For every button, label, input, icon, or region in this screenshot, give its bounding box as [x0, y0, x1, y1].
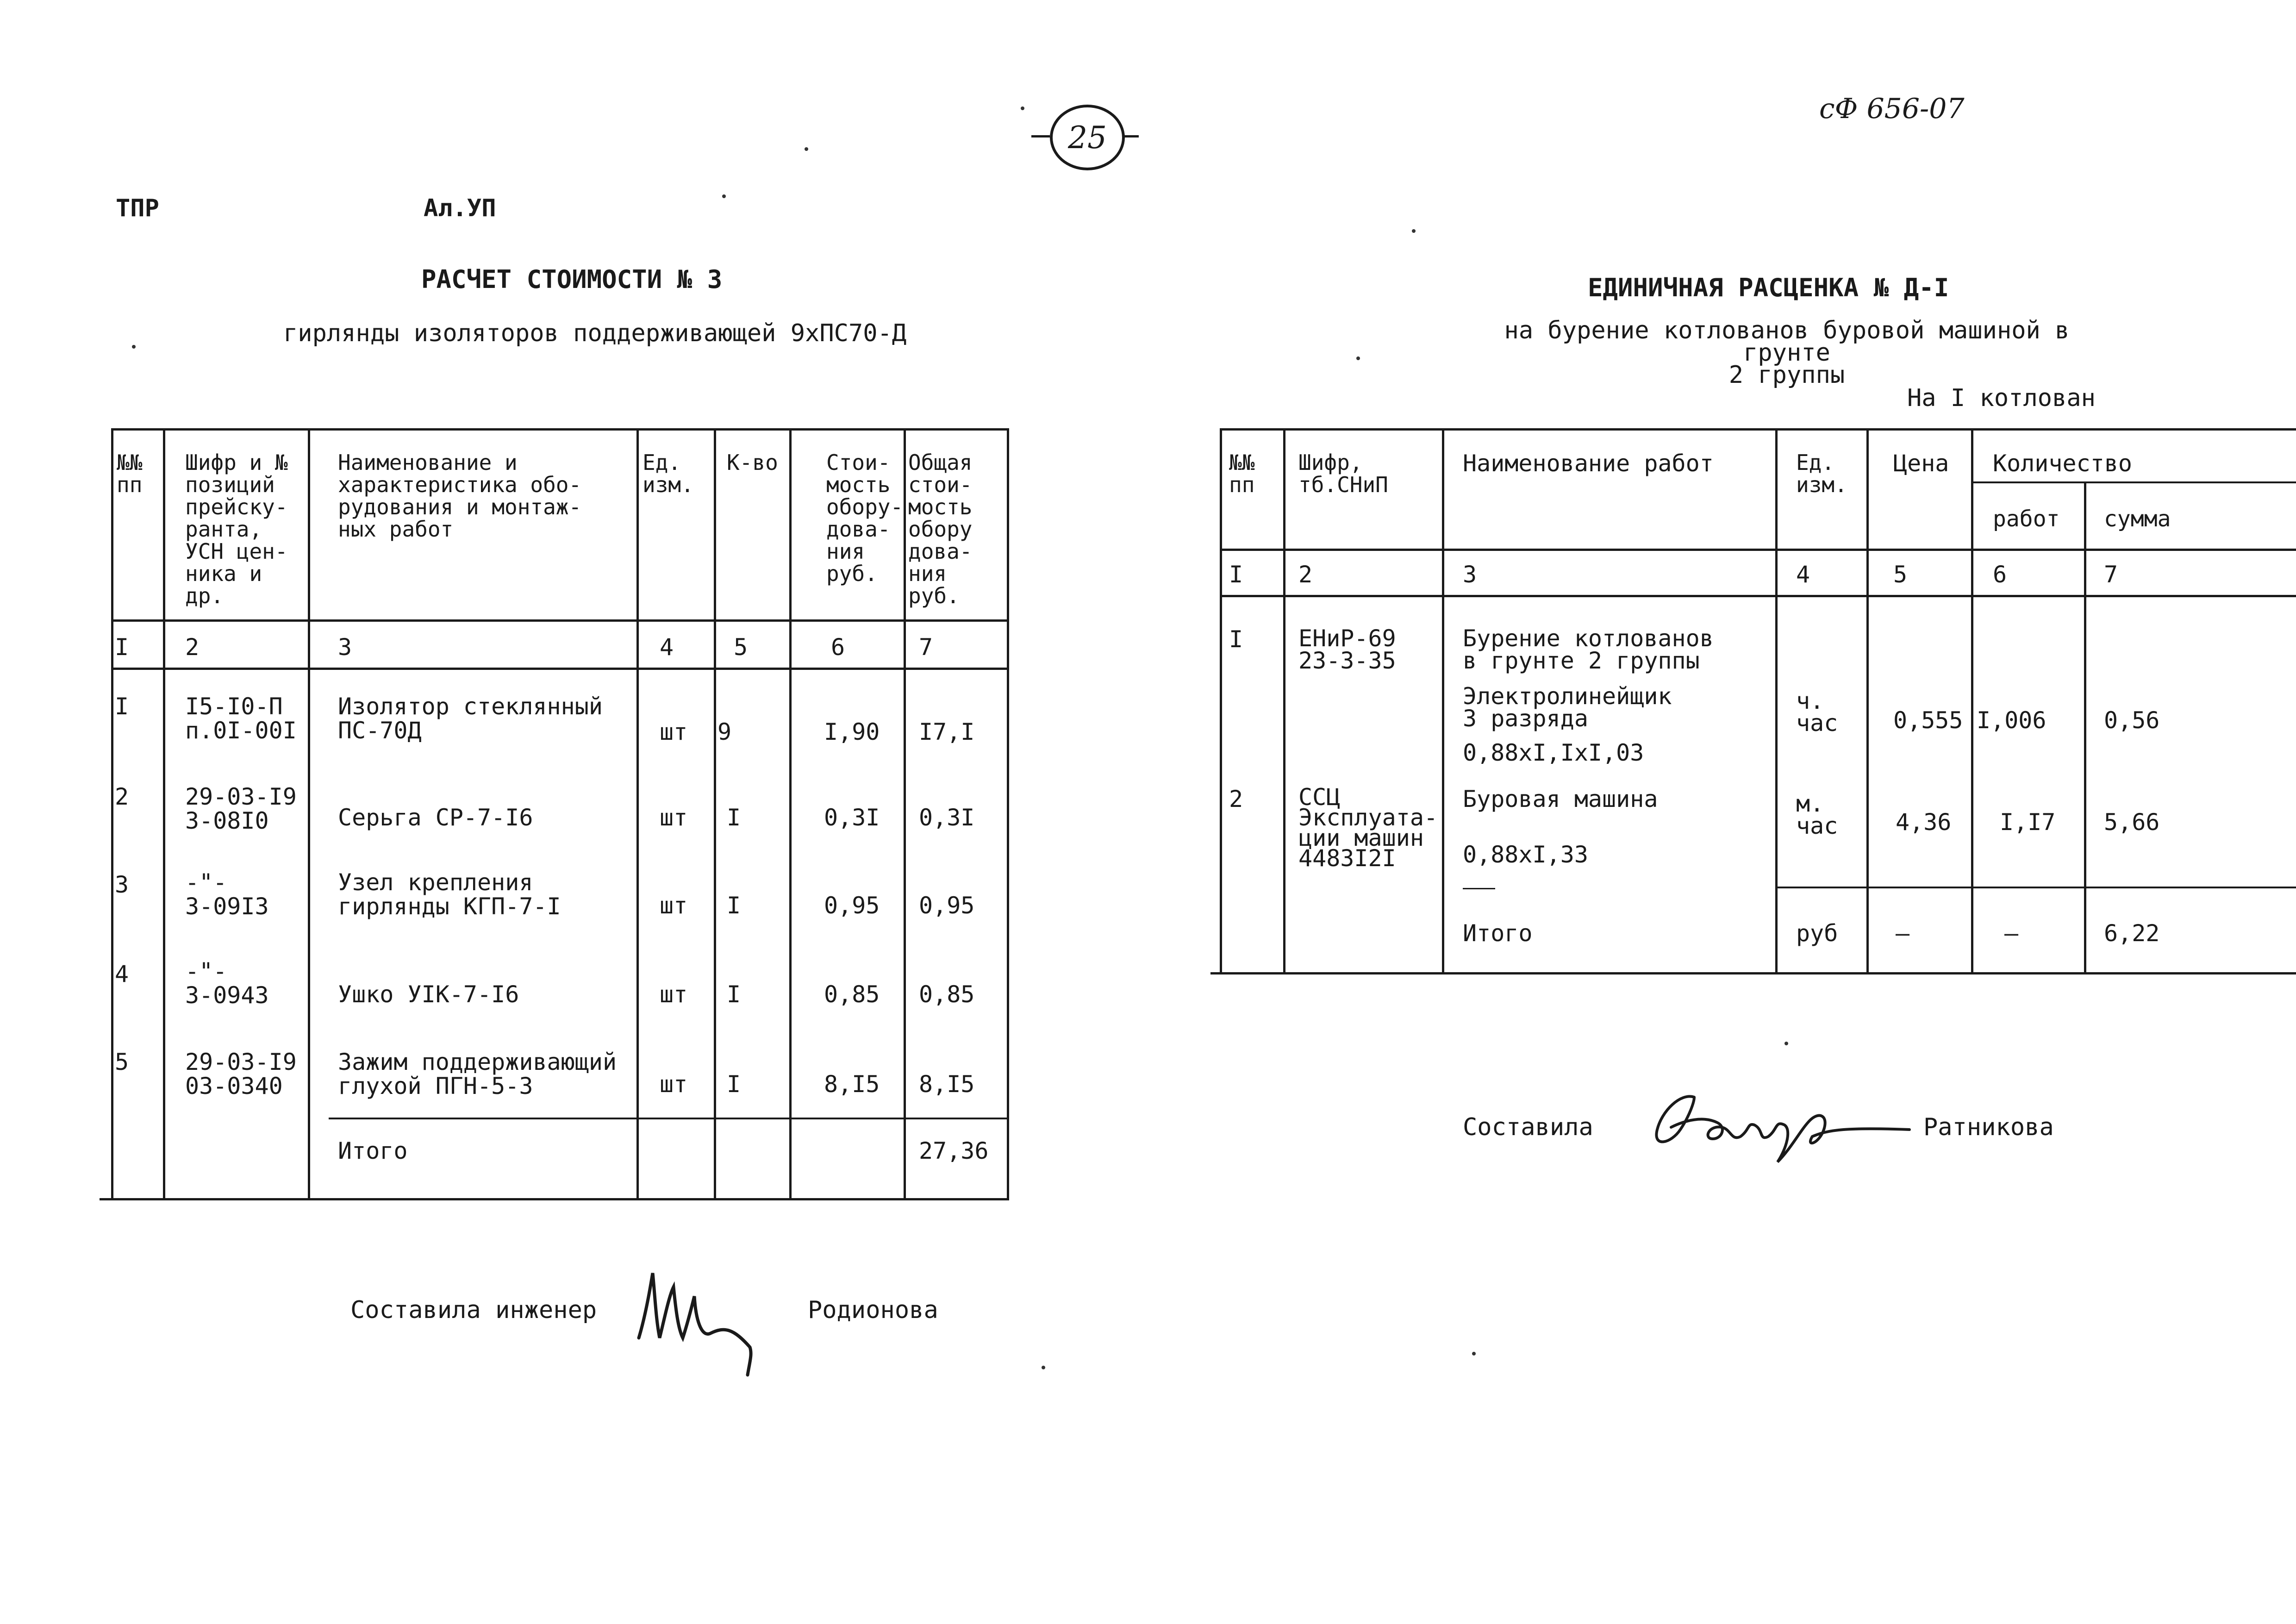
rt-r2-name-c: 0,88хI,33: [1463, 841, 1588, 868]
rt-r1-code: ЕНиР-69 23-3-35: [1298, 625, 1396, 674]
rt-r2-sum: 5,66: [2104, 809, 2160, 836]
left-label: ТПР: [116, 194, 159, 222]
lt-r3-code: -"- 3-09I3: [185, 869, 269, 920]
lt-colnum-bottom: [111, 668, 1009, 670]
speck: [722, 194, 726, 198]
rt-r1-name-c: 0,88хI,IхI,03: [1463, 739, 1644, 766]
speck: [132, 345, 136, 349]
rt-colnum-6: 6: [1993, 561, 2007, 588]
lt-colnum-2: 2: [185, 634, 200, 661]
rt-total-work: –: [2004, 920, 2019, 947]
rt-colnum-2: 2: [1298, 561, 1313, 588]
rt-vline-4: [1866, 428, 1869, 974]
lt-colnum-7: 7: [919, 634, 933, 661]
lt-r5-total: 8,I5: [919, 1071, 975, 1098]
rt-r1-name-b: Электролинейщик 3 разряда: [1463, 683, 1672, 732]
lt-head-code: Шифр и № позиций прейску- ранта, УСН цен- ника и др.: [185, 450, 288, 608]
document-code: сФ 656-07: [1819, 93, 1965, 125]
lt-r1-name: Изолятор стеклянный ПС-70Д: [338, 693, 603, 744]
left-subtitle: гирлянды изоляторов поддерживающей 9хПС70-Д: [283, 319, 907, 347]
rt-r2-unit: м. час: [1796, 790, 1838, 839]
rt-vline-3: [1775, 428, 1778, 974]
speck: [1784, 1042, 1788, 1045]
rt-total-unit: руб: [1796, 920, 1838, 947]
speck: [1356, 356, 1360, 360]
lt-r3-price: 0,95: [824, 892, 880, 919]
lt-r5-unit: шт: [660, 1071, 688, 1098]
lt-r1-code: I5-I0-П п.0I-00I: [185, 693, 297, 744]
lt-vline-1: [163, 428, 165, 1200]
lt-head-unit: Ед. изм.: [643, 450, 694, 497]
rt-bottom-border: [1210, 972, 2296, 974]
speck: [805, 147, 808, 151]
rt-head-name: Наименование работ: [1463, 450, 1714, 477]
lt-r2-num: 2: [115, 783, 129, 810]
lt-r4-name: Ушко УIК-7-I6: [338, 981, 519, 1008]
rt-head-work: работ: [1993, 506, 2060, 532]
rt-colnum-1: I: [1229, 561, 1243, 588]
lt-total-value: 27,36: [919, 1137, 989, 1164]
lt-vline-2: [308, 428, 310, 1200]
right-signature-name: Ратникова: [1923, 1113, 2054, 1141]
rt-colnum-5: 5: [1893, 561, 1908, 588]
lt-r3-num: 3: [115, 871, 129, 898]
lt-r4-code: -"- 3-0943: [185, 958, 269, 1009]
lt-colnum-3: 3: [338, 634, 352, 661]
lt-top-border: [111, 428, 1009, 431]
lt-colnum-1: I: [115, 634, 129, 661]
speck: [1472, 1352, 1476, 1355]
rt-total-price: –: [1896, 920, 1910, 947]
lt-vline-4: [714, 428, 716, 1200]
lt-r2-price: 0,3I: [824, 804, 880, 831]
rt-head-unit: Ед. изм.: [1796, 450, 1847, 497]
page-number-badge: [1050, 105, 1125, 170]
rt-vline-2: [1442, 428, 1444, 974]
lt-r5-price: 8,I5: [824, 1071, 880, 1098]
lt-colnum-6: 6: [831, 634, 845, 661]
lt-r3-qty: I: [727, 892, 741, 919]
rt-head-price: Цена: [1893, 450, 1949, 477]
lt-head-total: Общая стои- мость обору дова- ния руб.: [908, 450, 973, 608]
lt-r4-unit: шт: [660, 981, 688, 1008]
rt-total-top: [1775, 887, 2296, 888]
rt-r1-unit: ч. час: [1796, 687, 1838, 737]
page-number-dash-left: [1031, 135, 1050, 137]
right-title: ЕДИНИЧНАЯ РАСЦЕНКА № Д-I: [1588, 273, 1949, 302]
rt-r2-price: 4,36: [1896, 809, 1952, 836]
speck: [1412, 229, 1416, 233]
rt-head-code: Шифр, тб.СНиП: [1298, 450, 1388, 497]
lt-r4-num: 4: [115, 961, 129, 987]
lt-r4-price: 0,85: [824, 981, 880, 1008]
lt-r2-total: 0,3I: [919, 804, 975, 831]
rt-vline-0: [1220, 428, 1222, 974]
lt-r5-name: Зажим поддерживающий глухой ПГН-5-3: [338, 1049, 617, 1099]
page-number: 25: [1068, 119, 1107, 156]
right-per-unit: На I котлован: [1907, 384, 2096, 412]
lt-colnum-4: 4: [660, 634, 674, 661]
rt-total-sum: 6,22: [2104, 920, 2160, 947]
lt-r5-code: 29-03-I9 03-0340: [185, 1049, 297, 1099]
lt-r3-total: 0,95: [919, 892, 975, 919]
rt-head-sum: сумма: [2104, 506, 2171, 532]
rt-total-label: Итого: [1463, 920, 1533, 947]
lt-colnum-5: 5: [734, 634, 748, 661]
lt-r3-unit: шт: [660, 892, 688, 919]
rt-qty-split: [1973, 481, 2296, 483]
right-signature: [1653, 1083, 1921, 1176]
right-subtitle: на бурение котлованов буровой машиной в грунте 2 группы: [1504, 317, 2070, 389]
speck: [1042, 1366, 1045, 1369]
speck: [1021, 106, 1024, 110]
rt-vline-1: [1283, 428, 1285, 974]
lt-head-price: Стои- мость обору- дова- ния руб.: [826, 450, 904, 586]
rt-r1-num: I: [1229, 626, 1243, 653]
lt-r4-qty: I: [727, 981, 741, 1008]
left-title: РАСЧЕТ СТОИМОСТИ № 3: [421, 265, 723, 294]
lt-vline-5: [789, 428, 792, 1200]
rt-r2-work: I,I7: [2000, 809, 2056, 836]
rt-r1-sum: 0,56: [2104, 707, 2160, 734]
lt-vline-0: [111, 428, 113, 1200]
lt-r5-num: 5: [115, 1049, 129, 1075]
rt-top-border: [1220, 428, 2296, 431]
rt-r1-name-a: Бурение котлованов в грунте 2 группы: [1463, 625, 1714, 674]
rt-dash-mark: [1463, 888, 1495, 889]
page-number-dash-right: [1122, 135, 1139, 137]
right-signature-label: Составила: [1463, 1113, 1593, 1141]
rt-colnum-3: 3: [1463, 561, 1477, 588]
left-signature-name: Родионова: [808, 1296, 938, 1324]
rt-vline-6: [2084, 481, 2086, 974]
lt-r4-total: 0,85: [919, 981, 975, 1008]
lt-r2-qty: I: [727, 804, 741, 831]
rt-r1-work: I,006: [1977, 707, 2046, 734]
album-label: Ал.УП: [424, 194, 496, 222]
rt-header-bottom: [1220, 549, 2296, 551]
lt-total-top: [329, 1118, 1009, 1119]
lt-r1-unit: шт: [660, 718, 688, 745]
lt-head-num: №№ пп: [117, 450, 143, 497]
lt-r1-total: I7,I: [919, 718, 975, 745]
lt-r1-qty: 9: [718, 718, 732, 745]
rt-colnum-4: 4: [1796, 561, 1810, 588]
rt-head-num: №№ пп: [1229, 450, 1255, 497]
lt-r5-qty: I: [727, 1071, 741, 1098]
lt-total-label: Итого: [338, 1137, 408, 1164]
lt-r2-code: 29-03-I9 3-08I0: [185, 783, 297, 834]
lt-r1-price: I,90: [824, 718, 880, 745]
lt-r2-unit: шт: [660, 804, 688, 831]
rt-r1-price: 0,555: [1893, 707, 1963, 734]
rt-colnum-bottom: [1220, 595, 2296, 597]
lt-r2-name: Серьга СР-7-I6: [338, 804, 533, 831]
lt-bottom-border: [100, 1198, 1009, 1200]
lt-header-bottom: [111, 619, 1009, 622]
lt-head-qty: К-во: [727, 450, 778, 475]
rt-head-qty: Количество: [1993, 450, 2133, 477]
rt-colnum-7: 7: [2104, 561, 2118, 588]
lt-r1-num: I: [115, 693, 129, 720]
lt-vline-3: [636, 428, 639, 1200]
left-signature: [636, 1268, 775, 1380]
lt-vline-7: [1007, 428, 1009, 1200]
rt-r2-code: ССЦ Эксплуата- ции машин 4483I2I: [1298, 784, 1438, 872]
lt-r3-name: Узел крепления гирлянды КГП-7-I: [338, 869, 561, 920]
rt-r2-num: 2: [1229, 786, 1243, 812]
lt-head-name: Наименование и характеристика обо- рудования и монтаж- ных работ: [338, 450, 582, 542]
left-signature-label: Составила инженер: [350, 1296, 597, 1324]
rt-r2-name-a: Буровая машина: [1463, 786, 1658, 812]
rt-vline-5: [1971, 428, 1973, 974]
lt-vline-6: [904, 428, 906, 1200]
